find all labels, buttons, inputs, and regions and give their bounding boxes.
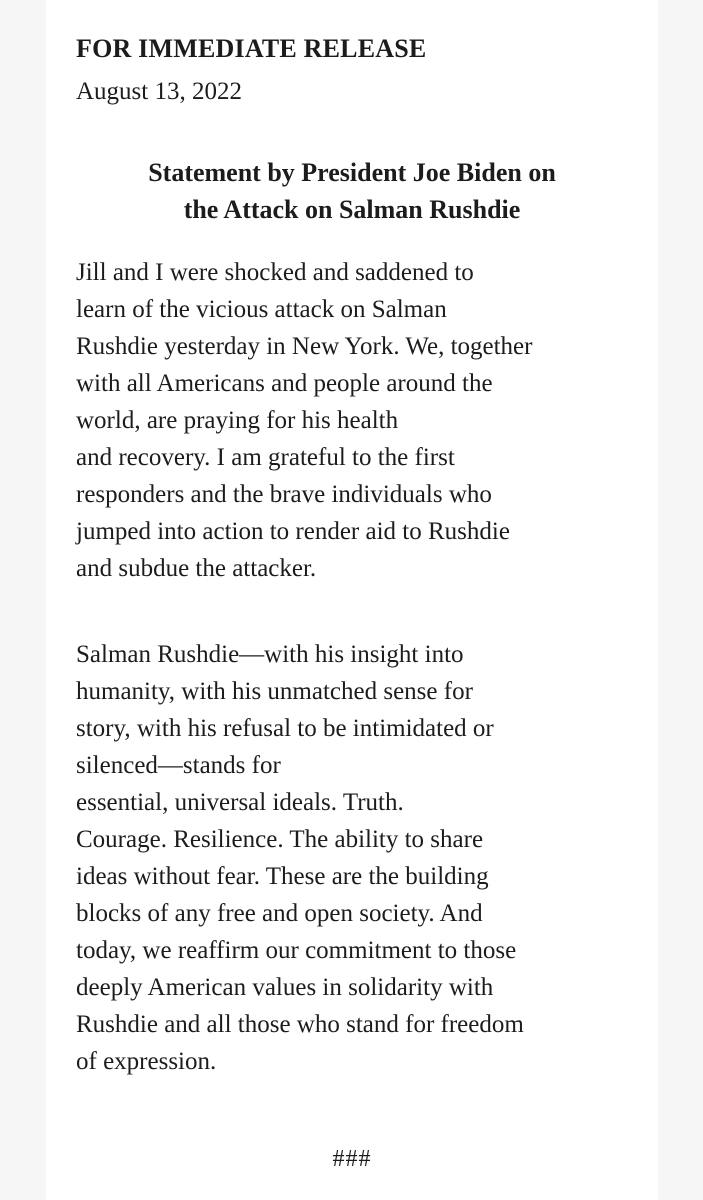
release-label: FOR IMMEDIATE RELEASE <box>76 34 427 63</box>
text-line: today, we reaffirm our commitment to those <box>76 937 517 964</box>
statement-title <box>66 154 638 228</box>
statement-title-line: the Attack on Salman Rushdie <box>183 195 521 224</box>
text-line: silenced—stands for <box>76 752 281 779</box>
text-line: of expression. <box>76 1048 217 1075</box>
text-line: deeply American values in solidarity with <box>76 974 494 1001</box>
text-line: learn of the vicious attack on Salman <box>76 296 447 323</box>
statement-paragraph-2 <box>76 636 636 1080</box>
press-release-page <box>46 0 658 1200</box>
text-line: Rushdie yesterday in New York. We, together <box>76 333 533 360</box>
end-mark: ### <box>332 1146 372 1172</box>
release-date: August 13, 2022 <box>76 78 242 105</box>
statement-title-line: Statement by President Joe Biden on <box>148 158 556 187</box>
text-line: Rushdie and all those who stand for freedom <box>76 1011 524 1038</box>
text-line: world, are praying for his health <box>76 407 399 434</box>
statement-paragraph-1 <box>76 254 636 587</box>
text-line: with all Americans and people around the <box>76 370 493 397</box>
text-line: responders and the brave individuals who <box>76 481 492 508</box>
text-line: story, with his refusal to be intimidated or <box>76 715 494 742</box>
text-line: and subdue the attacker. <box>76 555 317 582</box>
text-line: Salman Rushdie—with his insight into <box>76 641 464 668</box>
text-line: Jill and I were shocked and saddened to <box>76 259 474 286</box>
text-line: essential, universal ideals. Truth. <box>76 789 404 816</box>
text-line: and recovery. I am grateful to the first <box>76 444 455 471</box>
text-line: blocks of any free and open society. And <box>76 900 483 927</box>
text-line: jumped into action to render aid to Rushdie <box>76 518 510 545</box>
text-line: ideas without fear. These are the building <box>76 863 489 890</box>
text-line: humanity, with his unmatched sense for <box>76 678 473 705</box>
text-line: Courage. Resilience. The ability to share <box>76 826 484 853</box>
